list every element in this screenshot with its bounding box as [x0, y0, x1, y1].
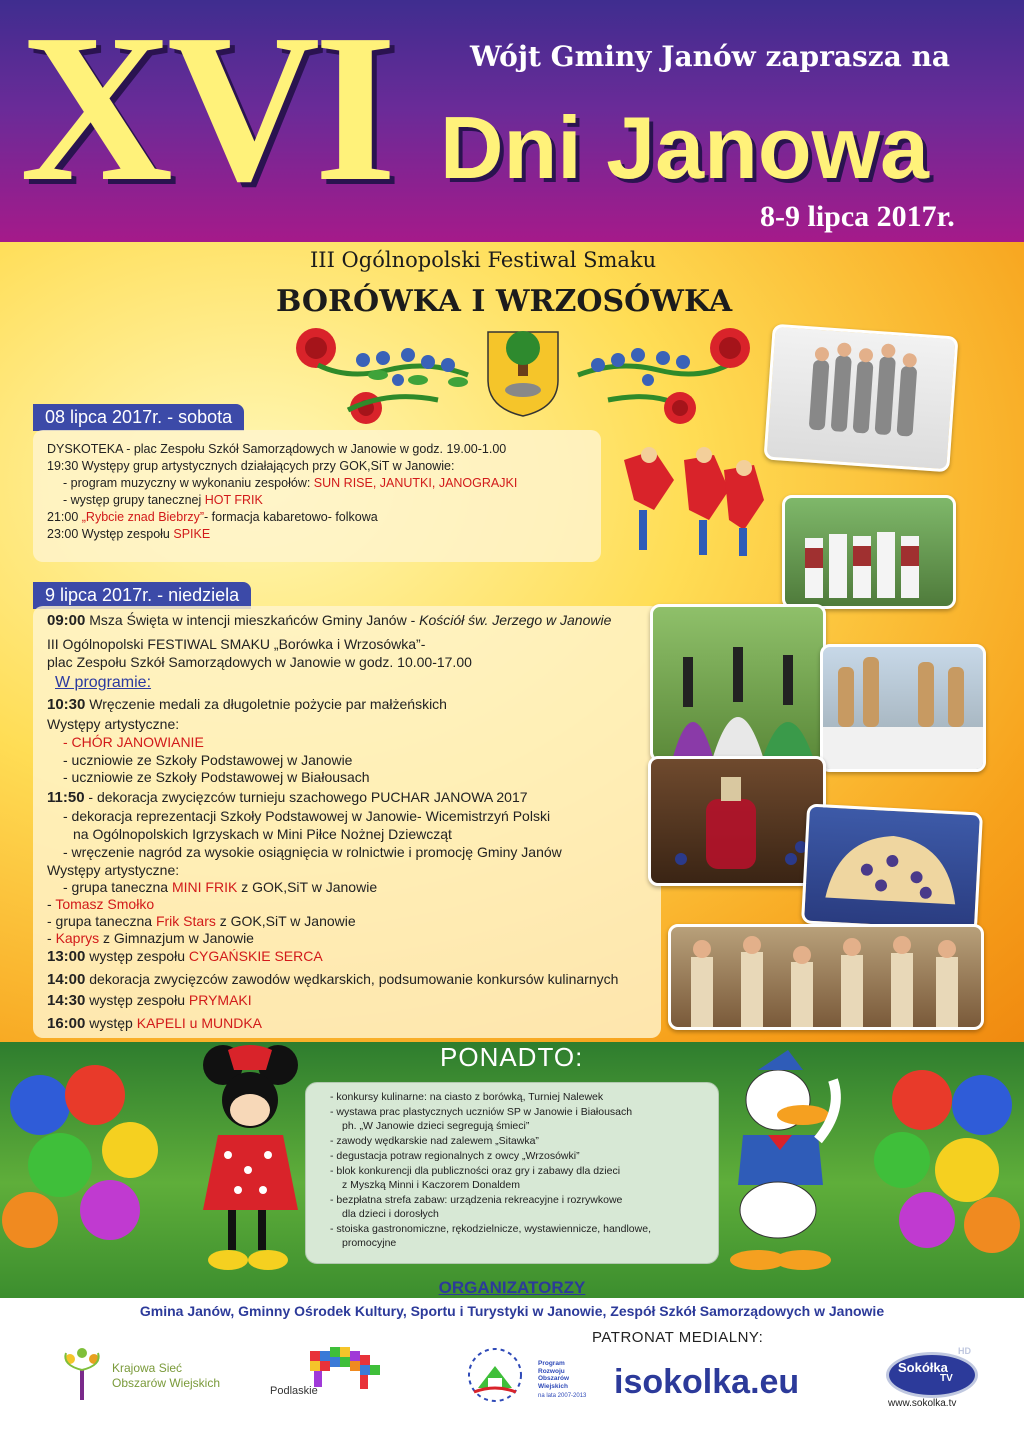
day2-school-janow: - uczniowie ze Szkoły Podstawowej w Janowie [63, 752, 353, 768]
extras-item: - stoiska gastronomiczne, rękodzielnicze, wystawiennicze, handlowe, [330, 1223, 651, 1235]
day2-chess: 11:50 - dekoracja zwycięzców turnieju szachowego PUCHAR JANOWA 2017 [47, 789, 528, 806]
sokolka-tv-badge [886, 1352, 978, 1398]
day2-cyganskie-serca: 13:00 występ zespołu CYGAŃSKIE SERCA [47, 948, 323, 965]
day2-kaprys: - Kaprys z Gimnazjum w Janowie [47, 930, 254, 946]
day2-performances-2: Występy artystyczne: [47, 862, 180, 878]
festival-subtitle: III Ogólnopolski Festiwal Smaku [310, 248, 657, 272]
photo-band-group [763, 324, 958, 473]
sokolka-tv-logo [884, 1346, 984, 1412]
prow-text: Program Rozwoju Obszarów Wiejskich [538, 1360, 570, 1390]
day2-festival-place: plac Zespołu Szkół Samorządowych w Janowie w godz. 10.00-17.00 [47, 654, 472, 670]
extras-item: ph. „W Janowie dzieci segregują śmieci” [342, 1120, 530, 1132]
sokolka-tv-hd: HD [958, 1346, 971, 1356]
podlaskie-logo [270, 1345, 390, 1405]
extras-item: - zawody wędkarskie nad zalewem „Sitawka” [330, 1135, 539, 1147]
extras-item: - konkursy kulinarne: na ciasto z borówką, Turniej Nalewek [330, 1091, 604, 1103]
left-balloons-icon [0, 1060, 160, 1275]
day1-groups: 19:30 Występy grup artystycznych działających przy GOK,SiT w Janowie: [47, 459, 455, 473]
extras-item: - blok konkurencji dla publiczności oraz gry i zabawy dla dzieci [330, 1165, 621, 1177]
prow-stars-house-icon [460, 1340, 530, 1410]
photo-wood-carvings [820, 644, 986, 772]
day2-mass: 09:00 Msza Święta w intencji mieszkańców Gminy Janów - Kościół św. Jerzego w Janowie [47, 612, 612, 629]
invitation-line: Wójt Gminy Janów zaprasza na [470, 40, 951, 73]
day2-prymaki: 14:30 występ zespołu PRYMAKI [47, 992, 252, 1009]
festival-title: BORÓWKA I WRZOSÓWKA [276, 284, 733, 319]
day2-program-panel [33, 606, 661, 1038]
photo-berry-liqueur [648, 756, 826, 886]
day2-school-bialousy: - uczniowie ze Szkoły Podstawowej w Białousach [63, 769, 370, 785]
organizers-list: Gmina Janów, Gminny Ośrodek Kultury, Sportu i Turystyki w Janowie, Zespół Szkół Samorządowych w Janowie [139, 1303, 885, 1319]
podlaskie-text: Podlaskie [270, 1385, 318, 1397]
extras-item: promocyjne [342, 1237, 397, 1249]
day2-frik-stars: - grupa taneczna Frik Stars z GOK,SiT w Janowie [47, 913, 356, 929]
day2-performances-1: Występy artystyczne: [47, 716, 180, 732]
minnie-mouse-icon [188, 1040, 308, 1275]
extras-item: - bezpłatna strefa zabaw: urządzenia rekreacyjne i rozrywkowe [330, 1194, 623, 1206]
folk-ornament-with-coat-of-arms [288, 320, 758, 428]
day1-program-panel [33, 430, 601, 562]
donald-duck-icon [718, 1040, 858, 1280]
extras-item: - degustacja potraw regionalnych z owcy „Wrzosówki” [330, 1150, 580, 1162]
day2-medals: 10:30 Wręczenie medali za długoletnie pożycie par małżeńskich [47, 696, 447, 713]
day1-date-tab: 08 lipca 2017r. - sobota [33, 404, 244, 431]
right-balloons-icon [872, 1060, 1024, 1275]
event-dates: 8-9 lipca 2017r. [760, 200, 955, 233]
day2-kapela: 16:00 występ KAPELI u MUNDKA [47, 1015, 262, 1032]
day2-date-tab: 9 lipca 2017r. - niedziela [33, 582, 251, 609]
isokolka-logo: isokolka.eu [614, 1363, 800, 1401]
ksow-text-1: Krajowa Sieć [112, 1361, 183, 1375]
coat-of-arms-icon [488, 331, 558, 416]
day1-cabaret: 21:00 „Rybcie znad Biebrzy”- formacja kabaretowo- folkowa [47, 510, 378, 524]
sokolka-tv-name: Sokółka [898, 1360, 948, 1375]
day2-fishing-awards: 14:00 dekoracja zwycięzców zawodów wędkarskich, podsumowanie konkursów kulinarnych [47, 971, 619, 988]
day1-disco: DYSKOTEKA - plac Zespołu Szkół Samorządowych w Janowie w godz. 19.00-1.00 [47, 442, 507, 456]
right-rose-icon [664, 328, 750, 424]
day1-spike: 23:00 Występ zespołu SPIKE [47, 527, 211, 541]
extras-title: PONADTO: [440, 1042, 584, 1072]
day1-music-program: - program muzyczny w wykonaniu zespołów: SUN RISE, JANUTKI, JANOGRAJKI [63, 476, 518, 490]
day2-mini-frik: - grupa taneczna MINI FRIK z GOK,SiT w Janowie [63, 879, 378, 895]
organizers-title: ORGANIZATORZY [438, 1278, 586, 1297]
day2-football-team: - dekoracja reprezentacji Szkoły Podstawowej w Janowie- Wicemistrzyń Polski [63, 808, 551, 824]
photo-choir [782, 495, 956, 609]
photo-band-kapela [668, 924, 984, 1030]
ksow-logo [52, 1345, 252, 1405]
day2-program-heading: W programie: [55, 674, 152, 691]
photo-folk-dancers-cartoon [614, 440, 770, 560]
extras-list-panel [305, 1082, 719, 1264]
media-patronage-label: PATRONAT MEDIALNY: [592, 1329, 764, 1346]
extras-item: z Myszką Minni i Kaczorem Donaldem [342, 1179, 520, 1191]
photo-gypsy-ensemble [650, 604, 826, 762]
day2-agriculture-awards: - wręczenie nagród za wysokie osiągnięcia w rolnictwie i promocję Gminy Janów [63, 844, 562, 860]
edition-roman-numeral: XVI [20, 0, 391, 225]
ksow-tree-icon [52, 1345, 112, 1405]
day2-festival-line: III Ogólnopolski FESTIWAL SMAKU „Borówka i Wrzosówka”- [47, 636, 426, 652]
sokolka-tv-url: www.sokolka.tv [888, 1398, 957, 1409]
sokolka-tv-suffix: TV [940, 1373, 953, 1384]
event-title: Dni Janowa [440, 98, 929, 197]
day1-dance-group: - występ grupy tanecznej HOT FRIK [63, 493, 263, 507]
prow-logo [460, 1340, 590, 1410]
ksow-text-2: Obszarów Wiejskich [112, 1376, 221, 1390]
day2-smolko: - Tomasz Smołko [47, 896, 155, 912]
prow-years: na lata 2007-2013 [538, 1393, 587, 1399]
day2-football-event: na Ogólnopolskich Igrzyskach w Mini Piłce Nożnej Dziewcząt [73, 826, 452, 842]
extras-item: dla dzieci i dorosłych [342, 1208, 439, 1220]
day2-choir: - CHÓR JANOWIANIE [63, 734, 204, 750]
extras-item: - wystawa prac plastycznych uczniów SP w Janowie i Białousach [330, 1106, 633, 1118]
photo-blueberry-cake [801, 803, 983, 932]
